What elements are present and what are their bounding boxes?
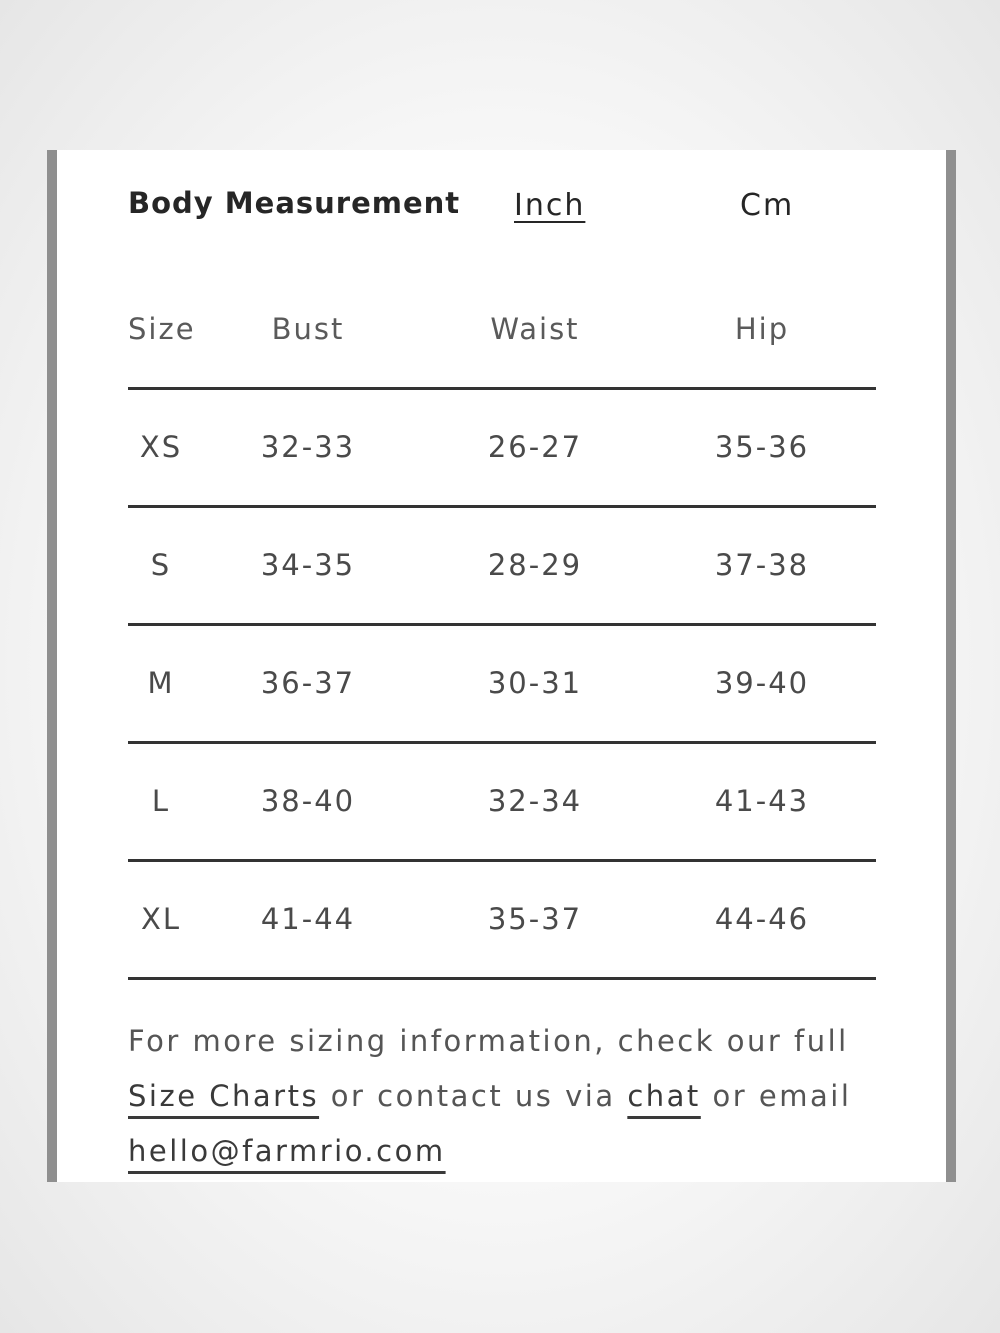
table-divider bbox=[128, 623, 876, 626]
cell-waist: 30-31 bbox=[487, 666, 583, 700]
email-link[interactable]: hello@farmrio.com bbox=[128, 1134, 446, 1168]
table-divider bbox=[128, 859, 876, 862]
column-header-waist: Waist bbox=[490, 312, 580, 346]
page-title: Body Measurement bbox=[128, 186, 461, 220]
table-divider bbox=[128, 387, 876, 390]
cell-size: XL bbox=[140, 902, 182, 936]
sizing-info-text-segment: or email bbox=[700, 1079, 852, 1113]
cell-size: M bbox=[147, 666, 175, 700]
cell-waist: 35-37 bbox=[487, 902, 583, 936]
sizing-info-text bbox=[128, 1014, 876, 1179]
cell-hip: 44-46 bbox=[714, 902, 810, 936]
chat-link[interactable]: chat bbox=[627, 1079, 701, 1113]
column-header-size: Size bbox=[128, 312, 196, 346]
column-header-hip: Hip bbox=[734, 312, 790, 346]
table-divider bbox=[128, 505, 876, 508]
cell-bust: 36-37 bbox=[260, 666, 356, 700]
cell-hip: 39-40 bbox=[714, 666, 810, 700]
cell-hip: 41-43 bbox=[714, 784, 810, 818]
cell-bust: 41-44 bbox=[260, 902, 356, 936]
cell-waist: 26-27 bbox=[487, 430, 583, 464]
cell-bust: 38-40 bbox=[260, 784, 356, 818]
cell-waist: 32-34 bbox=[487, 784, 583, 818]
unit-toggle-inch[interactable]: Inch bbox=[514, 188, 586, 223]
unit-toggle-cm[interactable]: Cm bbox=[740, 188, 795, 223]
cell-hip: 37-38 bbox=[714, 548, 810, 582]
size-charts-link[interactable]: Size Charts bbox=[128, 1079, 320, 1113]
cell-bust: 34-35 bbox=[260, 548, 356, 582]
sizing-info-line: For more sizing information, check our full bbox=[128, 1024, 849, 1058]
column-header-bust: Bust bbox=[271, 312, 345, 346]
sizing-info-line bbox=[128, 1069, 876, 1124]
cell-size: L bbox=[151, 784, 171, 818]
cell-waist: 28-29 bbox=[487, 548, 583, 582]
size-chart-panel bbox=[47, 150, 956, 1182]
sizing-info-line bbox=[128, 1124, 876, 1179]
table-divider bbox=[128, 741, 876, 744]
sizing-info-text-segment: or contact us via bbox=[319, 1079, 628, 1113]
table-divider bbox=[128, 977, 876, 980]
cell-size: XS bbox=[139, 430, 183, 464]
cell-bust: 32-33 bbox=[260, 430, 356, 464]
cell-size: S bbox=[150, 548, 172, 582]
cell-hip: 35-36 bbox=[714, 430, 810, 464]
